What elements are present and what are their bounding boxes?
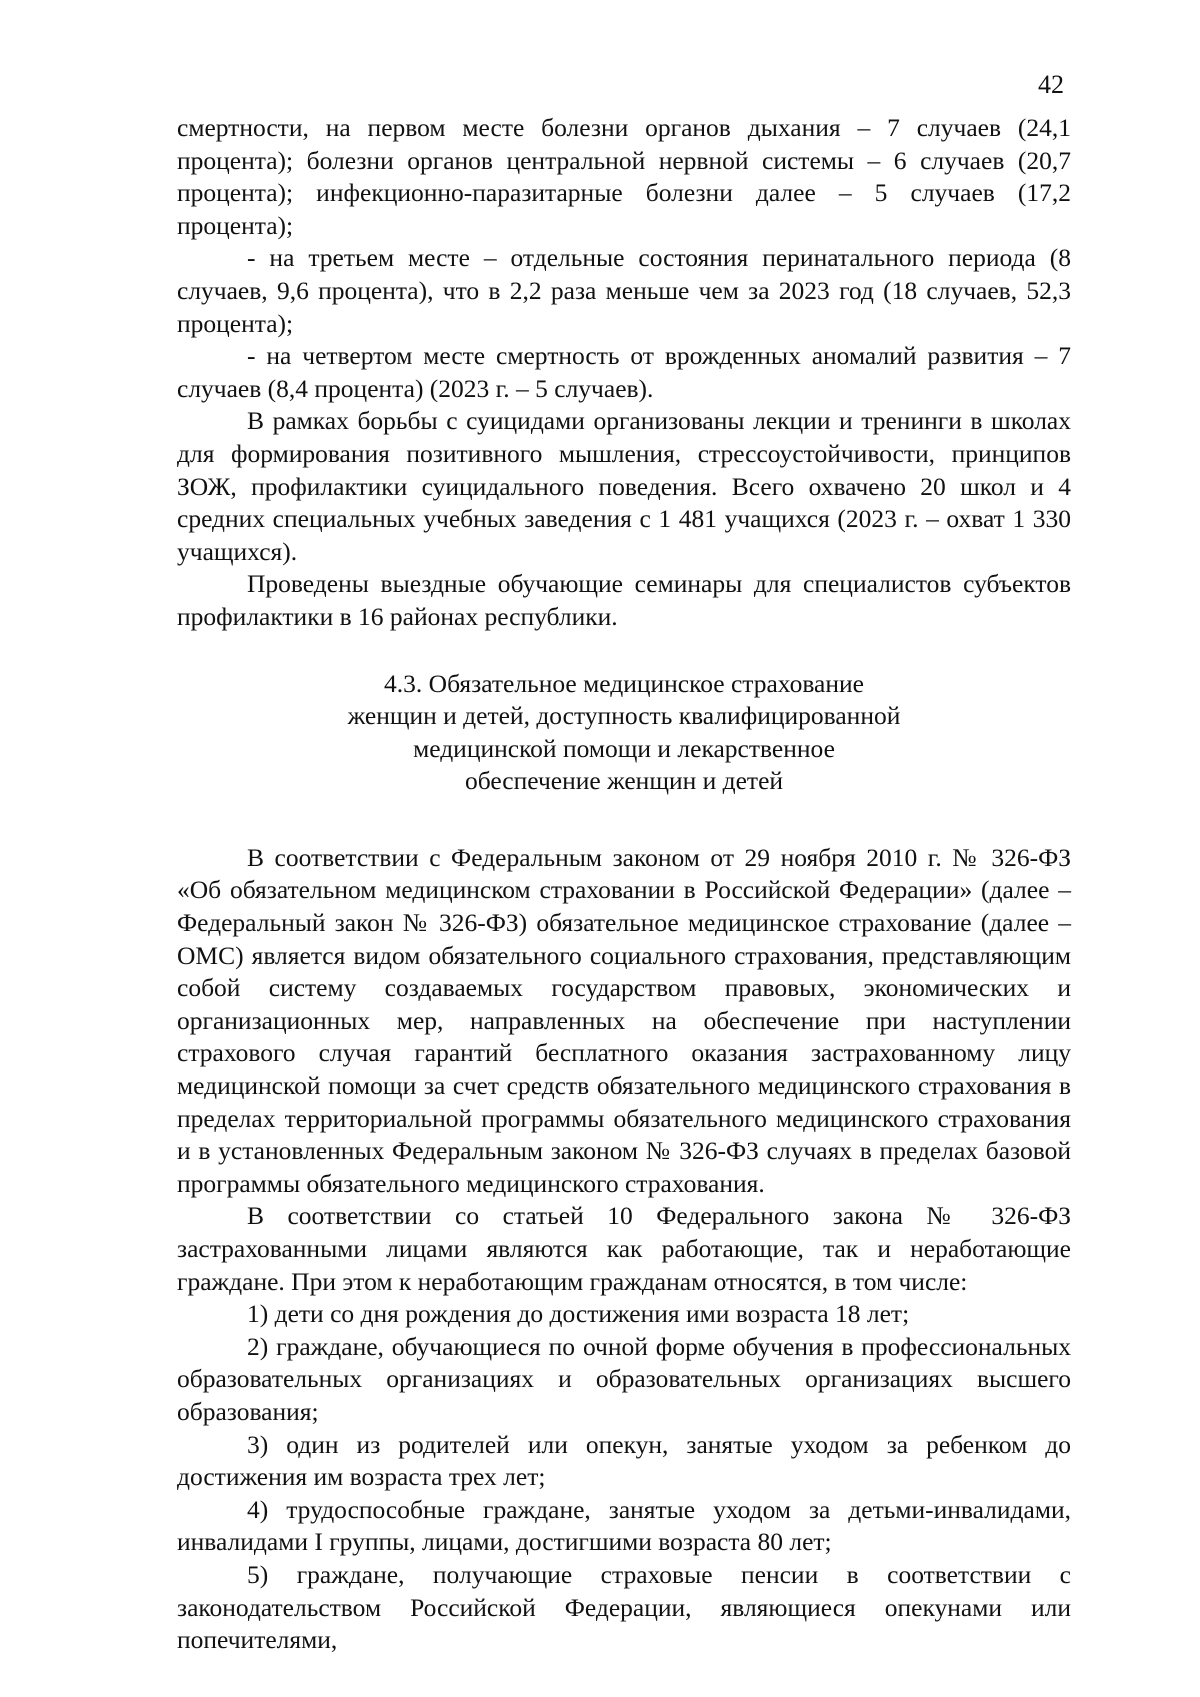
section-title-line: обеспечение женщин и детей (464, 766, 784, 796)
paragraph: смертности, на первом месте болезни органов дыхания – 7 случаев (24,1 процента); болезни органов центральной нервной системы – 6 случаев (20,7 процента); инфекционно-паразитарные болезни далее – 5 случаев (17,2 процента); (177, 113, 1071, 240)
document-body (177, 112, 1071, 1657)
paragraph: В соответствии с Федеральным законом от 29 ноября 2010 г. № 326-ФЗ «Об обязательном медицинском страховании в Российской Федерации» (далее – Федеральный закон № 326-ФЗ) обязательное медицинское страхование (далее – ОМС) является видом обязательного социального страхования, представляющим собой систему создаваемых государством правовых, экономических и организационных мер, направленных на обеспечение при наступлении страхового случая гарантий бесплатного оказания застрахованному лицу медицинской помощи за счет средств обязательного медицинского страхования в пределах территориальной программы обязательного медицинского страхования и в установленных Федеральным законом № 326-ФЗ случаях в пределах базовой программы обязательного медицинского страхования. (177, 842, 1071, 1198)
section-title-line: медицинской помощи и лекарственное (413, 733, 835, 763)
section-title-line: 4.3. Обязательное медицинское страхование (384, 668, 864, 698)
section-title-line: женщин и детей, доступность квалифицированной (347, 701, 901, 731)
paragraph: - на третьем месте – отдельные состояния перинатального периода (8 случаев, 9,6 процента), что в 2,2 раза меньше чем за 2023 год (18 случаев, 52,3 процента); (177, 243, 1071, 338)
list-item: 1) дети со дня рождения до достижения ими возраста 18 лет; (247, 1299, 910, 1329)
list-item: 4) трудоспособные граждане, занятые уходом за детьми-инвалидами, инвалидами I группы, лицами, достигшими возраста 80 лет; (177, 1494, 1071, 1557)
paragraph: В рамках борьбы с суицидами организованы лекции и тренинги в школах для формирования позитивного мышления, стрессоустойчивости, принципов ЗОЖ, профилактики суицидального поведения. Всего охвачено 20 школ и 4 средних специальных учебных заведения с 1 481 учащихся (2023 г. – охват 1 330 учащихся). (177, 406, 1071, 566)
page-number: 42 (1038, 70, 1064, 99)
list-item: 2) граждане, обучающиеся по очной форме обучения в профессиональных образовательных организациях и образовательных организациях высшего образования; (177, 1331, 1071, 1426)
paragraph: В соответствии со статьей 10 Федерального закона № 326-ФЗ застрахованными лицами являются как работающие, так и неработающие граждане. При этом к неработающим гражданам относятся, в том числе: (177, 1201, 1071, 1296)
list-item: 5) граждане, получающие страховые пенсии в соответствии с законодательством Российской Федерации, являющиеся опекунами или попечителями, (177, 1559, 1071, 1655)
paragraph: - на четвертом месте смертность от врожденных аномалий развития – 7 случаев (8,4 процента) (2023 г. – 5 случаев). (177, 341, 1071, 403)
list-item: 3) один из родителей или опекун, занятые уходом за ребенком до достижения им возраста трех лет; (177, 1429, 1071, 1492)
section-title (177, 668, 1071, 798)
paragraph: Проведены выездные обучающие семинары для специалистов субъектов профилактики в 16 районах республики. (177, 569, 1071, 631)
